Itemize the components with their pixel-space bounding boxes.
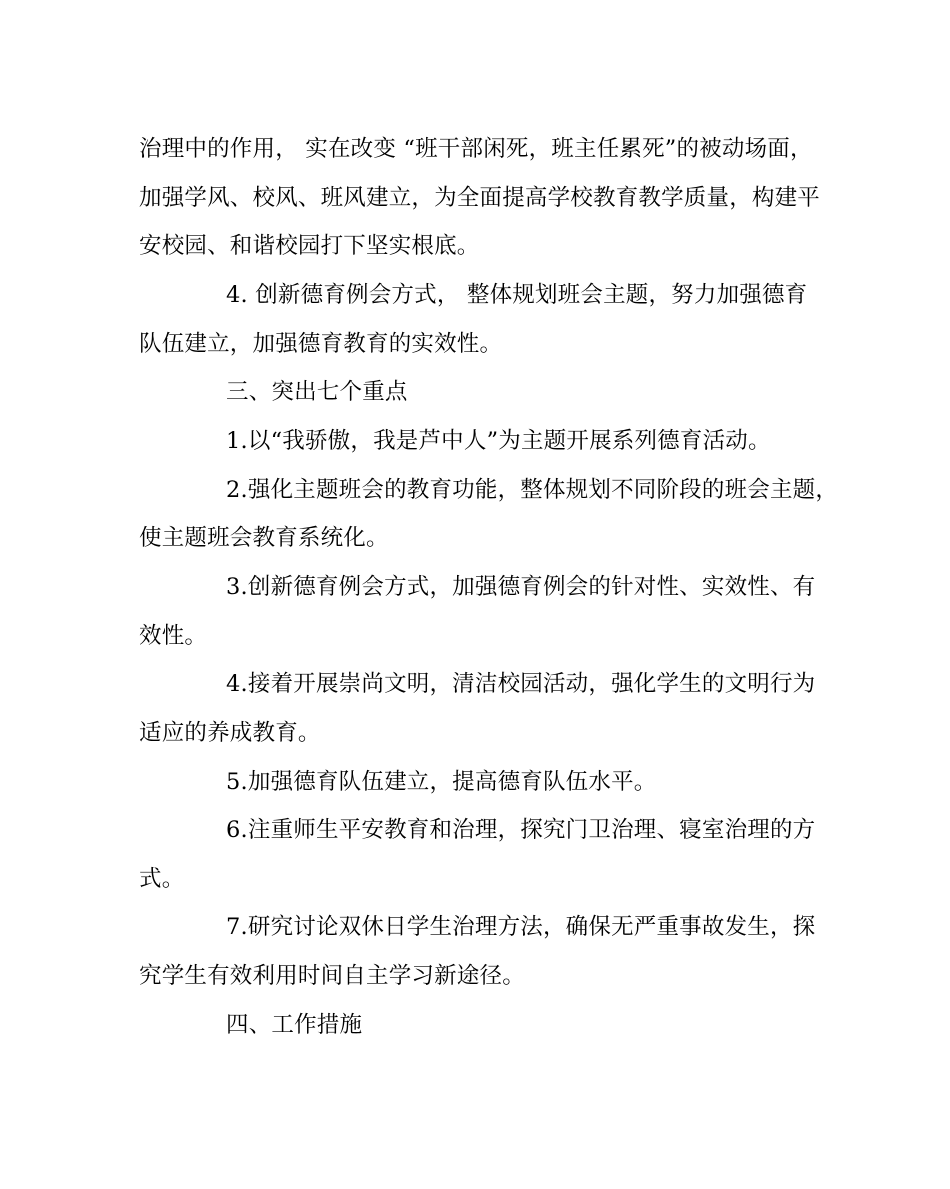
text-line: 适应的养成教育。 [139,720,321,746]
text-line: 1.以“我骄傲，我是芦中人”为主题开展系列德育活动。 [226,428,771,454]
text-line: 4.接着开展崇尚文明，清洁校园活动，强化学生的文明行为 [226,671,816,697]
text-line: 6.注重师生平安教育和治理，探究门卫治理、寝室治理的方 [226,817,816,843]
text-line: 3.创新德育例会方式，加强德育例会的针对性、实效性、有 [226,574,816,600]
text-line: 效性。 [139,623,208,649]
section-heading: 四、工作措施 [226,1012,363,1038]
text-line: 7.研究讨论双休日学生治理方法，确保无严重事故发生，探 [226,914,816,940]
text-line: 2.强化主题班会的教育功能，整体规划不同阶段的班会主题， [226,477,839,503]
text-line: 式。 [139,866,185,892]
text-line: 队伍建立，加强德育教育的实效性。 [139,331,503,357]
text-line: 治理中的作用， 实在改变 “班干部闲死，班主任累死”的被动场面， [139,136,813,162]
text-line: 使主题班会教育系统化。 [139,525,389,551]
text-line: 安校园、和谐校园打下坚实根底。 [139,233,480,259]
text-line: 5.加强德育队伍建立，提高德育队伍水平。 [226,769,657,795]
text-line: 究学生有效利用时间自主学习新途径。 [139,963,525,989]
text-line: 4. 创新德育例会方式， 整体规划班会主题，努力加强德育 [226,282,808,308]
text-line: 加强学风、校风、班风建立，为全面提高学校教育教学质量，构建平 [139,185,821,211]
section-heading: 三、突出七个重点 [226,379,408,405]
